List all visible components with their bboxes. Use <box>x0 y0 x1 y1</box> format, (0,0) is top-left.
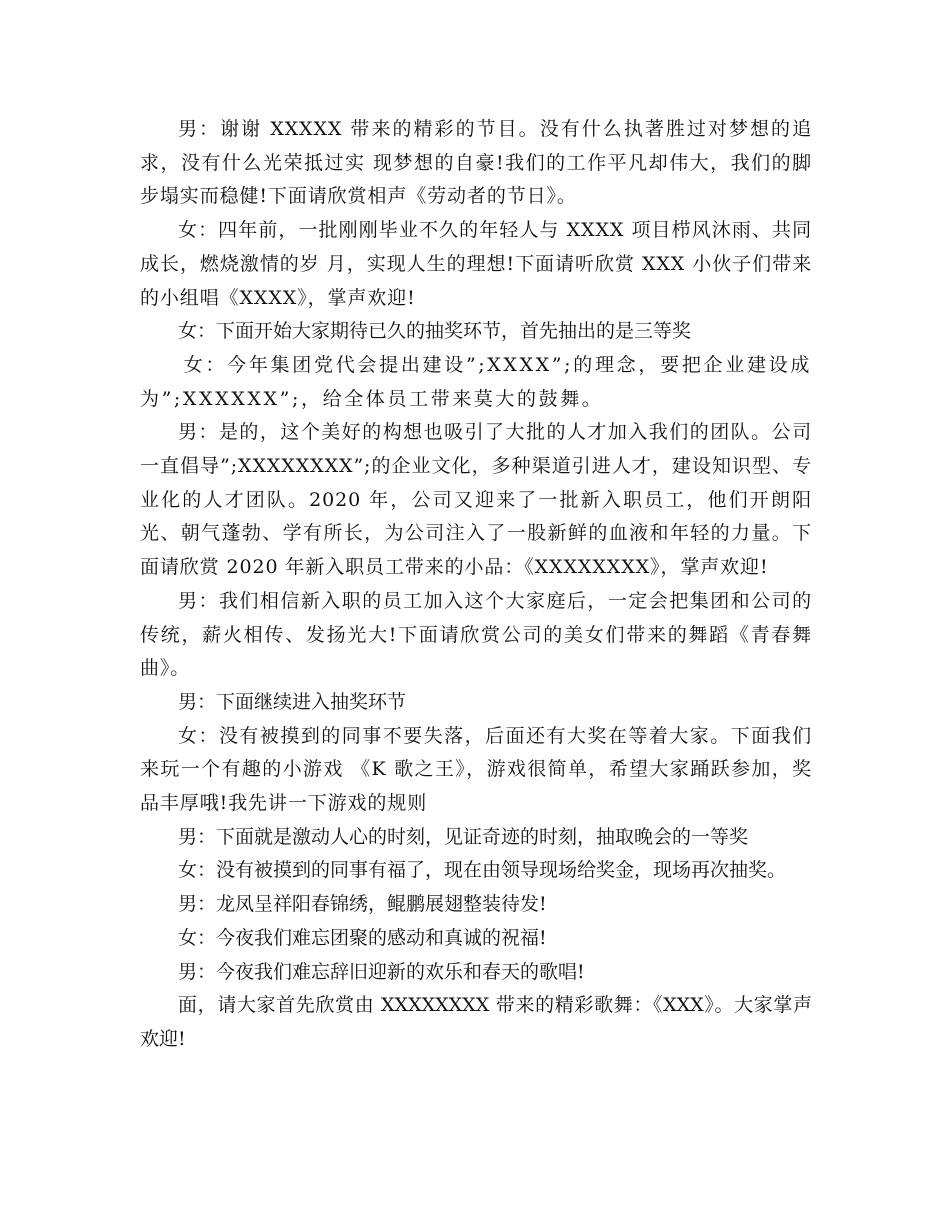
document-body <box>140 113 812 1057</box>
paragraph-5: 男：是的，这个美好的构想也吸引了大批的人才加入我们的团队。公司一直倡导”;XXXXXXXX”;的企业文化，多种渠道引进人才，建设知识型、专业化的人才团队。2020 年，公司又迎来了一批新入职员工，他们开朗阳光、朝气蓬勃、学有所长，为公司注入了一股新鲜的血液和年轻的力量。下面请欣赏 2020 年新入职员工带来的小品：《XXXXXXXX》，掌声欢迎! <box>140 421 812 579</box>
paragraph-10: 女：没有被摸到的同事有福了，现在由领导现场给奖金，现场再次抽奖。 <box>178 859 787 882</box>
paragraph-2: 女：四年前，一批刚刚毕业不久的年轻人与 XXXX 项目栉风沐雨、共同成长，燃烧激情的岁 月，实现人生的理想!下面请听欣赏 XXX 小伙子们带来的小组唱《XXXX》，掌声欢迎! <box>140 219 812 309</box>
paragraph-9: 男：下面就是激动人心的时刻，见证奇迹的时刻，抽取晚会的一等奖 <box>178 825 749 848</box>
paragraph-13: 男：今夜我们难忘辞旧迎新的欢乐和春天的歌唱! <box>178 960 585 983</box>
paragraph-3: 女：下面开始大家期待已久的抽奖环节，首先抽出的是三等奖 <box>178 320 692 343</box>
paragraph-14: 面，请大家首先欣赏由 XXXXXXXX 带来的精彩歌舞：《XXX》。大家掌声欢迎! <box>140 994 812 1050</box>
paragraph-12: 女：今夜我们难忘团聚的感动和真诚的祝福! <box>178 926 547 949</box>
paragraph-1: 男：谢谢 XXXXX 带来的精彩的节目。没有什么执著胜过对梦想的追求，没有什么光荣抵过实 现梦想的自豪!我们的工作平凡却伟大，我们的脚步塌实而稳健!下面请欣赏相声《劳动者的节日》。 <box>140 118 812 208</box>
paragraph-8: 女：没有被摸到的同事不要失落，后面还有大奖在等着大家。下面我们来玩一个有趣的小游戏 《K 歌之王》，游戏很简单，希望大家踊跃参加，奖品丰厚哦!我先讲一下游戏的规则 <box>140 724 812 815</box>
paragraph-11: 男：龙凤呈祥阳春锦绣，鲲鹏展翅整装待发! <box>178 893 547 916</box>
paragraph-7: 男：下面继续进入抽奖环节 <box>178 690 407 713</box>
paragraph-6: 男：我们相信新入职的员工加入这个大家庭后，一定会把集团和公司的传统，薪火相传、发扬光大!下面请欣赏公司的美女们带来的舞蹈《青春舞曲》。 <box>140 589 812 680</box>
paragraph-4: 女：今年集团党代会提出建设”;XXXX”;的理念，要把企业建设成为”;XXXXXX”;，给全体员工带来莫大的鼓舞。 <box>140 353 812 410</box>
